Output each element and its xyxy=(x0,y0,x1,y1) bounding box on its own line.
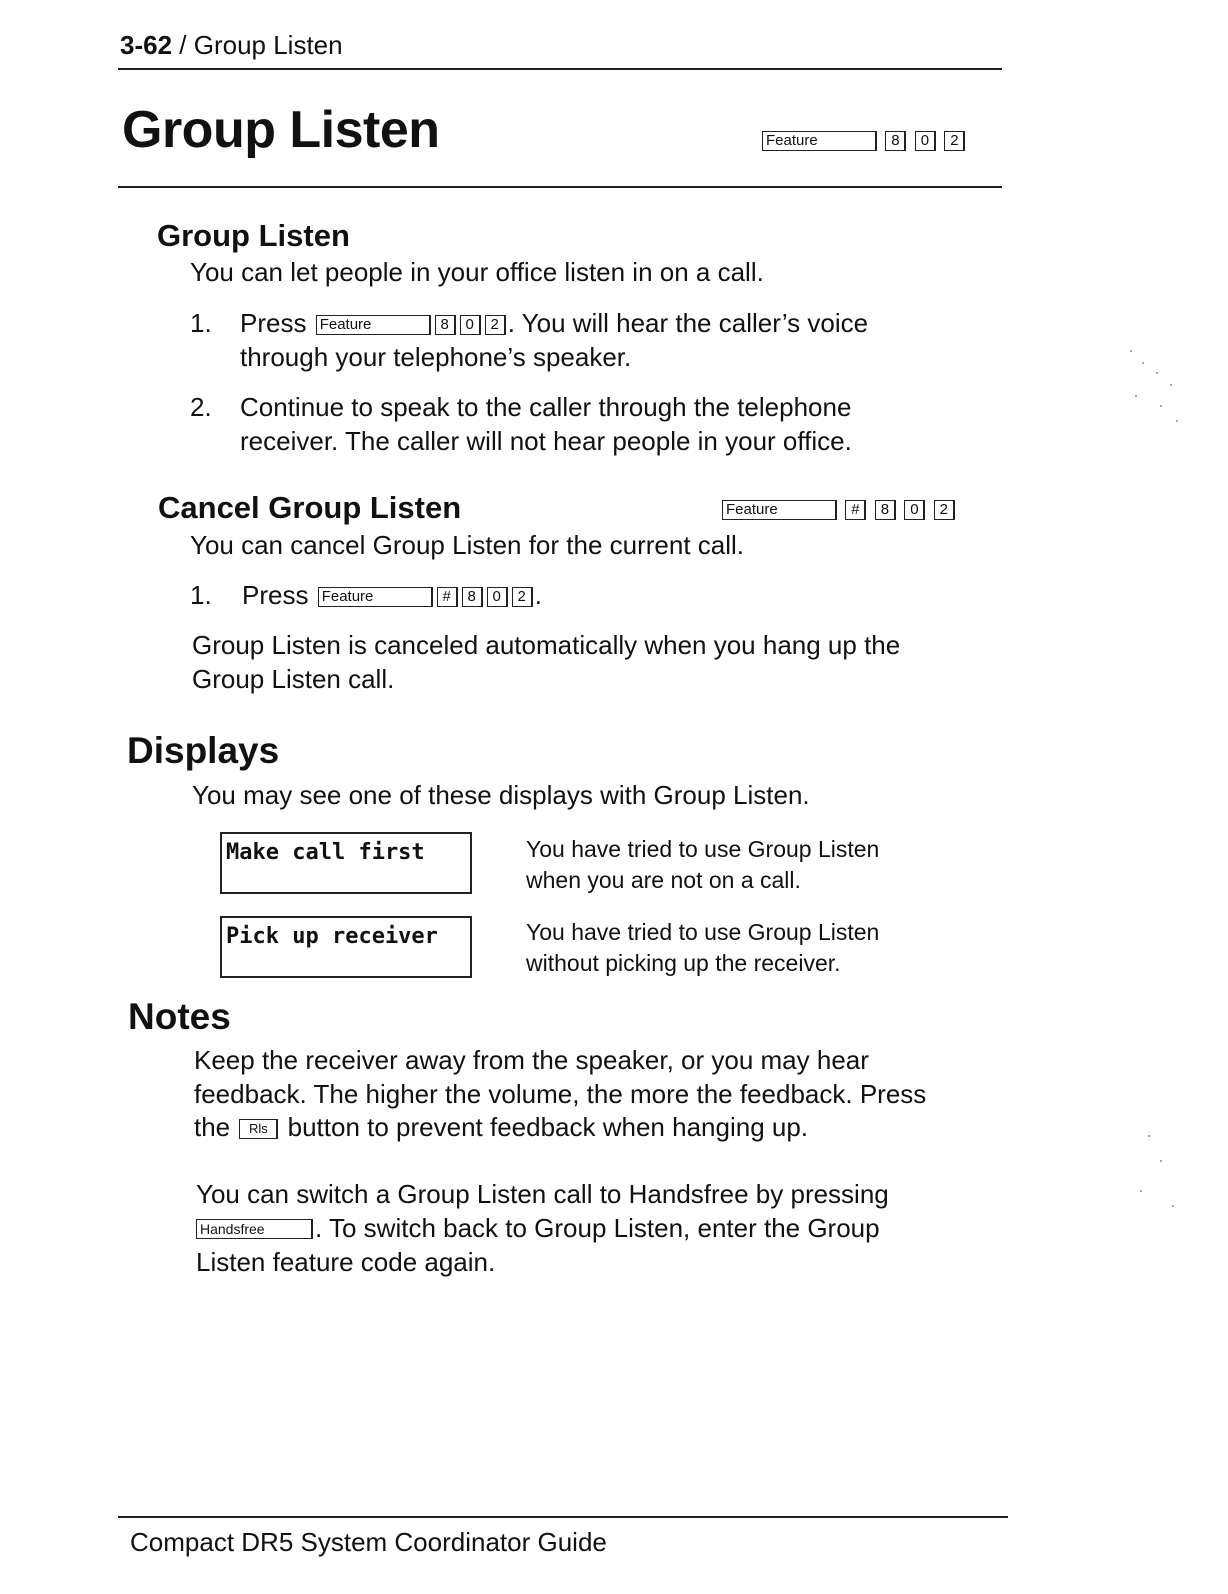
digit-key: 8 xyxy=(875,500,896,520)
cancel-note-line1: Group Listen is canceled automatically when you hang up the xyxy=(192,630,901,660)
cancel-feature-code xyxy=(720,500,957,522)
display-screen: Make call first xyxy=(220,832,472,894)
display-description-line1: You have tried to use Group Listen xyxy=(526,836,880,862)
digit-key: 2 xyxy=(512,587,533,607)
notes-p1-line2: feedback. The higher the volume, the more the feedback. Press xyxy=(194,1079,927,1109)
feature-key: Feature xyxy=(318,587,433,607)
running-header xyxy=(120,30,343,61)
section-heading-displays: Displays xyxy=(127,730,280,771)
footer-rule xyxy=(118,1516,1008,1518)
display-screen: Pick up receiver xyxy=(220,916,472,978)
cancel-note-line2: Group Listen call. xyxy=(192,664,395,694)
feature-key: Feature xyxy=(762,131,877,151)
notes-p1-line1: Keep the receiver away from the speaker, or you may hear xyxy=(194,1045,869,1075)
display-description-line2: without picking up the receiver. xyxy=(526,950,841,976)
group-listen-step-2-line1: Continue to speak to the caller through the telephone xyxy=(240,392,852,422)
cancel-step-1: Press Feature # 8 0 2 . xyxy=(242,580,542,610)
page-title: Group Listen xyxy=(122,101,440,159)
digit-key: 2 xyxy=(944,131,965,151)
digit-key: 0 xyxy=(915,131,936,151)
notes-p1-line3: the Rls button to prevent feedback when hanging up. xyxy=(194,1112,809,1142)
group-listen-step-1-line2: through your telephone’s speaker. xyxy=(240,342,632,372)
group-listen-step-2-line2: receiver. The caller will not hear people in your office. xyxy=(240,426,852,456)
section-heading-group-listen: Group Listen xyxy=(157,218,350,253)
page-number: 3-62 xyxy=(120,30,173,60)
feature-key: Feature xyxy=(316,315,431,335)
digit-key: 0 xyxy=(460,315,481,335)
handsfree-key: Handsfree xyxy=(196,1219,313,1239)
header-section: / Group Listen xyxy=(179,30,343,60)
footer-title: Compact DR5 System Coordinator Guide xyxy=(130,1527,607,1557)
group-listen-step-1: Press Feature 8 0 2 . You will hear the caller’s voice xyxy=(240,308,869,338)
digit-key: 2 xyxy=(485,315,506,335)
digit-key: 2 xyxy=(934,500,955,520)
digit-key: 8 xyxy=(435,315,456,335)
display-description-line1: You have tried to use Group Listen xyxy=(526,919,880,945)
cancel-intro: You can cancel Group Listen for the current call. xyxy=(190,530,745,560)
display-description-line2: when you are not on a call. xyxy=(526,867,801,893)
notes-p2-line3: Listen feature code again. xyxy=(196,1247,496,1277)
feature-key: Feature xyxy=(722,500,837,520)
digit-key: 8 xyxy=(885,131,906,151)
notes-p2-line1: You can switch a Group Listen call to Handsfree by pressing xyxy=(196,1179,889,1209)
digit-key: # xyxy=(437,587,458,607)
digit-key: 8 xyxy=(462,587,483,607)
displays-intro: You may see one of these displays with Group Listen. xyxy=(192,780,810,810)
digit-key: # xyxy=(845,500,866,520)
group-listen-intro: You can let people in your office listen in on a call. xyxy=(190,257,764,287)
header-rule xyxy=(118,68,1002,70)
step-number: 2. xyxy=(190,392,212,422)
section-heading-cancel: Cancel Group Listen xyxy=(158,490,462,525)
title-feature-code xyxy=(760,131,967,153)
digit-key: 0 xyxy=(904,500,925,520)
notes-p2-line2: Handsfree . To switch back to Group Listen, enter the Group xyxy=(196,1211,880,1245)
title-rule xyxy=(118,186,1002,188)
digit-key: 0 xyxy=(487,587,508,607)
step-number: 1. xyxy=(190,580,212,610)
section-heading-notes: Notes xyxy=(128,996,231,1037)
rls-key: Rls xyxy=(239,1119,278,1139)
step-number: 1. xyxy=(190,308,212,338)
